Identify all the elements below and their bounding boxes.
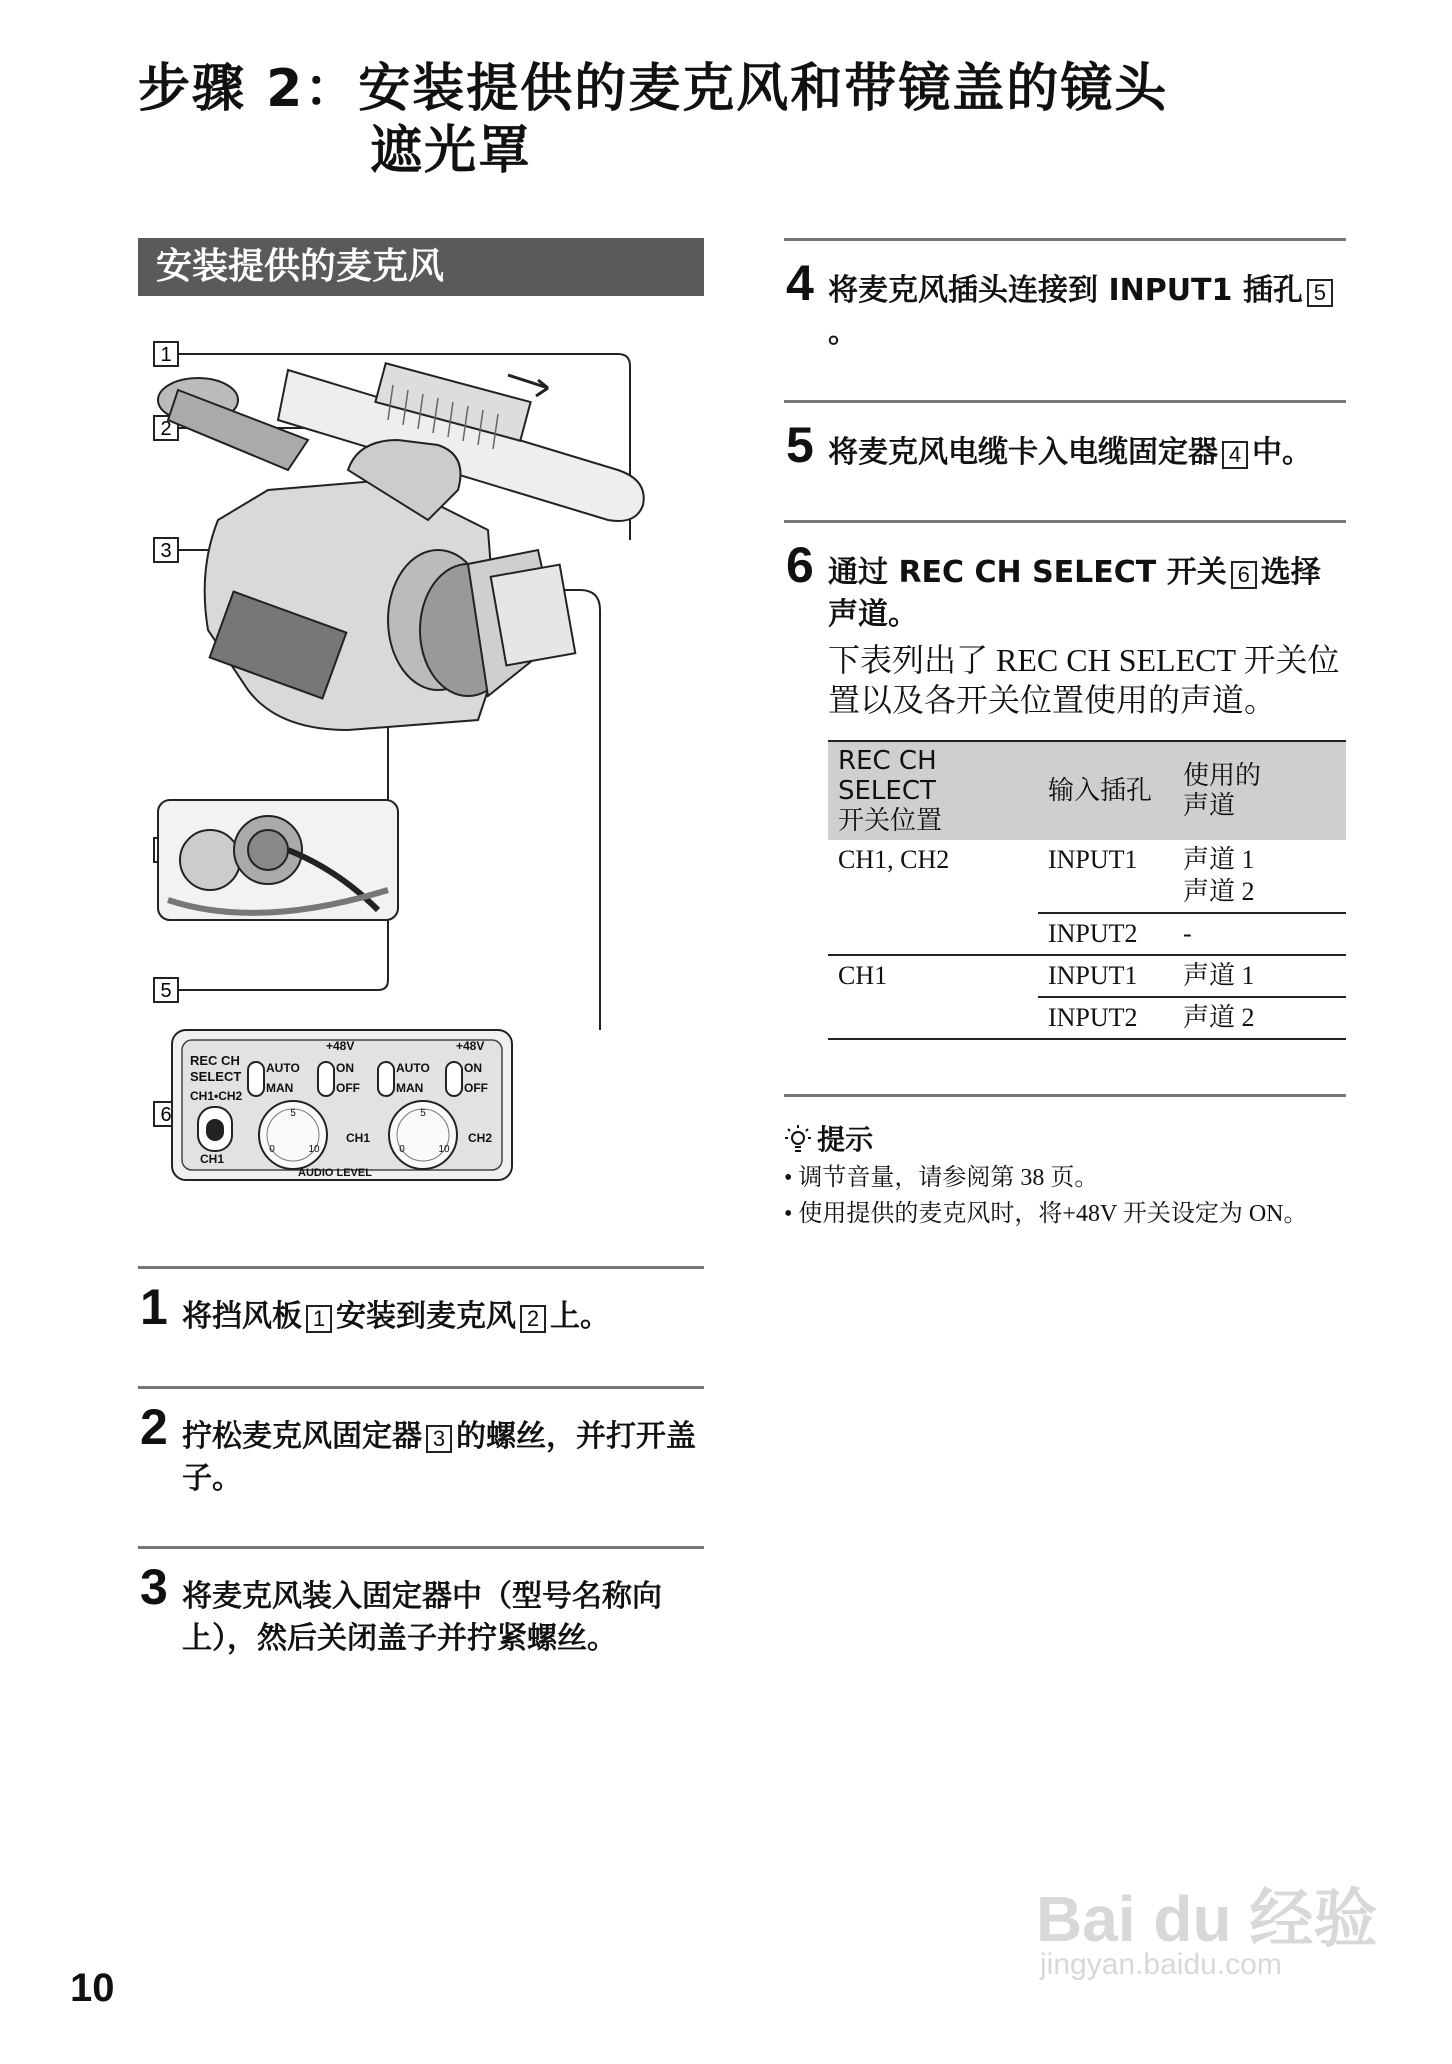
plus48v-label-2: +48V [456,1039,485,1053]
table-header-position: REC CH SELECT 开关位置 [828,741,1038,840]
lightbulb-icon [784,1123,812,1153]
tips-list [784,1160,1346,1232]
step-divider-6 [784,520,1346,523]
step-3-number: 3 [140,1559,168,1615]
step-2-part-a: 拧松麦克风固定器 [182,1419,422,1454]
step-divider-5 [784,400,1346,403]
tips-title: 提示 [817,1123,874,1156]
step-1-number: 1 [140,1279,168,1335]
dial-max-2: 10 [438,1144,450,1155]
table-cell: CH1, CH2 [838,845,950,874]
step-4-part-a: 将麦克风插头连接到 INPUT1 插孔 [828,273,1303,308]
dial-mark-1: 5 [290,1108,296,1119]
plus48v-label-1: +48V [326,1039,355,1053]
table-cell [828,913,1038,955]
table-cell: 声道 1 声道 2 [1173,840,1346,913]
rec-ch-select-label: REC CH SELECT [190,1053,242,1084]
phantom-switch-1 [318,1062,334,1096]
title-line-2: 遮光罩 [370,121,533,181]
step-5-ref: 4 [1222,441,1248,469]
step-6-ref: 6 [1231,561,1257,589]
table-header-input: 输入插孔 [1038,741,1173,840]
step-divider-2 [138,1386,704,1389]
table-cell: INPUT1 [1038,955,1173,997]
tip-item: • 使用提供的麦克风时，将+48V 开关设定为 ON。 [784,1201,1308,1227]
ch2-label: CH2 [468,1131,493,1145]
step-1-part-c: 上。 [550,1299,610,1334]
step-5-number: 5 [786,417,814,473]
step-6-text [828,552,1346,636]
dial-max-1: 10 [308,1144,320,1155]
step-3-text: 将麦克风装入固定器中（型号名称向上），然后关闭盖子并拧紧螺丝。 [182,1579,662,1656]
ch1-label: CH1 [346,1131,371,1145]
phantom-switch-2 [446,1062,462,1096]
table-row [828,913,1346,955]
callout-6: 6 [160,1104,172,1126]
connector-inset-drawing [158,800,398,920]
step-1-part-a: 将挡风板 [182,1299,302,1334]
auto-man-switch-1 [248,1062,264,1096]
man-label-2: MAN [396,1081,424,1095]
step-1-ref-a: 1 [306,1305,332,1333]
camcorder-illustration [138,330,718,1230]
step-1-part-b: 安装到麦克风 [336,1299,516,1334]
ch1-ch2-label: CH1•CH2 [190,1089,243,1103]
ch1-bottom-label: CH1 [200,1152,225,1166]
page-number: 10 [70,1966,115,2010]
auto-label-1: AUTO [266,1061,300,1075]
table-cell: INPUT1 [1038,840,1173,913]
step-2-part-b: 的螺丝，并打开盖子。 [182,1419,696,1496]
on-label-1: ON [336,1061,354,1075]
step-6-description: 下表列出了 REC CH SELECT 开关位置以及各开关位置使用的声道。 [828,642,1340,718]
dial-min-1: 0 [269,1144,275,1155]
table-cell: INPUT2 [1048,919,1138,948]
step-1-ref-b: 2 [520,1305,546,1333]
title-line-1: 步骤 2：安装提供的麦克风和带镜盖的镜头 [138,59,1169,119]
step-2-ref: 3 [426,1425,452,1453]
table-cell [828,997,1038,1039]
step-5-text [828,432,1346,474]
table-row [828,955,1346,997]
step-divider-1 [138,1266,704,1269]
watermark-logo: Bai du 经验 [1036,1883,1378,1955]
off-label-1: OFF [336,1081,360,1095]
table-cell: 声道 1 [1173,955,1346,997]
audio-control-panel [172,1030,512,1180]
step-4-part-b: 。 [828,315,858,350]
step-6-part-b: 选择声道。 [828,555,1321,632]
tips-section [784,1118,873,1158]
step-divider-3 [138,1546,704,1549]
step-divider-4 [784,238,1346,241]
man-label-1: MAN [266,1081,294,1095]
section-heading: 安装提供的麦克风 [138,238,704,296]
dial-mark-2: 5 [420,1108,426,1119]
step-5-part-a: 将麦克风电缆卡入电缆固定器 [828,435,1218,470]
table-cell: INPUT2 [1048,1003,1138,1032]
table-cell: CH1 [838,961,888,990]
table-header-channel: 使用的 声道 [1173,741,1346,840]
step-6-part-a: 通过 REC CH SELECT 开关 [828,555,1227,590]
table-cell: 声道 2 [1183,1003,1255,1032]
tips-divider [784,1094,1346,1097]
step-4-number: 4 [786,255,814,311]
callout-2: 2 [160,418,172,440]
step-1-text [182,1296,702,1338]
callout-5: 5 [160,980,172,1002]
audio-level-label: AUDIO LEVEL [298,1167,372,1179]
table-row [828,997,1346,1039]
auto-label-2: AUTO [396,1061,430,1075]
tip-item: • 调节音量，请参阅第 38 页。 [784,1165,1099,1191]
auto-man-switch-2 [378,1062,394,1096]
step-5-part-b: 中。 [1252,435,1312,470]
table-row [828,840,1346,913]
callout-3: 3 [160,540,172,562]
step-4-text [828,270,1346,354]
page-title [138,58,1168,182]
off-label-2: OFF [464,1081,488,1095]
watermark-url: jingyan.baidu.com [1040,1948,1282,1981]
on-label-2: ON [464,1061,482,1075]
dial-min-2: 0 [399,1144,405,1155]
table-cell: - [1183,919,1192,948]
callout-1: 1 [160,344,172,366]
channel-table [828,740,1346,1040]
step-4-ref: 5 [1307,279,1333,307]
step-2-number: 2 [140,1399,168,1455]
step-6-number: 6 [786,537,814,593]
step-2-text [182,1416,702,1500]
